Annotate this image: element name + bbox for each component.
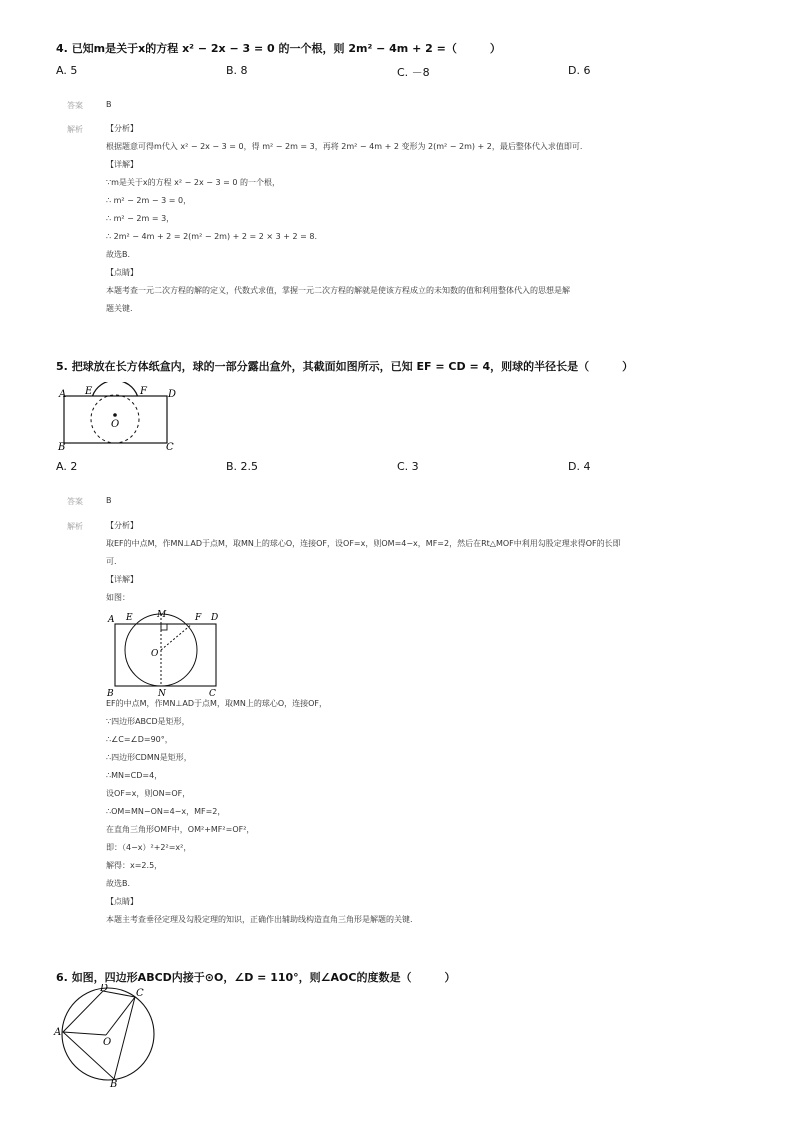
solution-block xyxy=(106,120,582,318)
question-number: 6. xyxy=(56,971,68,984)
question-4-stem xyxy=(56,40,501,56)
solution-line: 【点睛】 xyxy=(106,897,138,906)
question-text: 已知m是关于x的方程 x² − 2x − 3 = 0 的一个根，则 2m² − 4m + 2 =（ ） xyxy=(71,42,501,55)
inscribed-quadrilateral-figure xyxy=(50,984,162,1088)
solution-line: 可. xyxy=(106,557,117,566)
solution-line: 解得：x=2.5， xyxy=(106,861,163,870)
solution-block-continued xyxy=(106,695,413,929)
solution-line: 【点睛】 xyxy=(106,268,138,277)
question-number: 4. xyxy=(56,42,68,55)
solution-line: 根据题意可得m代入 x² − 2x − 3 = 0，得 m² − 2m = 3，再将 2m² − 4m + 2 变形为 2(m² − 2m) + 2，最后整体代入求值即可. xyxy=(106,142,583,151)
label-a: A xyxy=(108,615,115,625)
solution-line: ∴ 2m² − 4m + 2 = 2(m² − 2m) + 2 = 2 × 3 + 2 = 8. xyxy=(106,232,318,241)
ball-arc xyxy=(93,382,138,396)
label-d: D xyxy=(168,389,177,400)
label-a: A xyxy=(54,1027,62,1038)
label-f: F xyxy=(140,386,147,397)
solution-line: ∴ m² − 2m = 3， xyxy=(106,214,175,223)
label-b: B xyxy=(58,442,66,453)
label-b: B xyxy=(110,1079,118,1088)
answer-label: 答案 xyxy=(67,497,83,506)
solution-line: 【详解】 xyxy=(106,160,138,169)
center-dot xyxy=(113,413,117,417)
answer-value: B xyxy=(106,496,112,505)
segment-ao xyxy=(63,1032,106,1035)
solution-line: 在直角三角形OMF中，OM²+MF²=OF²， xyxy=(106,825,255,834)
solution-line: 本题主考查垂径定理及勾股定理的知识，正确作出辅助线构造直角三角形是解题的关键. xyxy=(106,915,413,924)
solution-line: 故选B. xyxy=(106,250,131,259)
question-text: 如图，四边形ABCD内接于⊙O，∠D = 110°，则∠AOC的度数是（ ） xyxy=(71,971,456,984)
solution-line: 即：（4−x）²+2²=x²， xyxy=(106,843,192,852)
analysis-label: 解析 xyxy=(67,125,83,134)
option-b[interactable]: B. 8 xyxy=(226,64,248,77)
solution-line: EF的中点M，作MN⊥AD于点M，取MN上的球心O，连接OF， xyxy=(106,699,328,708)
rectangle-abcd xyxy=(115,624,216,686)
label-c: C xyxy=(209,689,216,698)
label-o: O xyxy=(151,649,159,659)
question-5-stem xyxy=(56,358,633,374)
solution-line: 本题考查一元二次方程的解的定义，代数式求值，掌握一元二次方程的解就是使该方程成立的未知数的值和利用整体代入的思想是解 xyxy=(106,286,570,295)
option-a[interactable]: A. 5 xyxy=(56,64,78,77)
solution-line: ∴OM=MN−ON=4−x，MF=2， xyxy=(106,807,226,816)
right-angle-mark xyxy=(161,624,167,630)
option-d[interactable]: D. 4 xyxy=(568,460,591,473)
label-m: M xyxy=(157,610,167,620)
solution-line: ∴ m² − 2m − 3 = 0， xyxy=(106,196,192,205)
question-number: 5. xyxy=(56,360,68,373)
solution-block xyxy=(106,517,621,607)
solution-line: 故选B. xyxy=(106,879,131,888)
solution-line: 题关键. xyxy=(106,304,133,313)
solution-line: ∴∠C=∠D=90°， xyxy=(106,735,173,744)
solution-line: 取EF的中点M，作MN⊥AD于点M，取MN上的球心O，连接OF，设OF=x，则OM=4−x，MF=2，然后在Rt△MOF中利用勾股定理求得OF的长即 xyxy=(106,539,621,548)
label-o: O xyxy=(103,1037,112,1048)
solution-line: 如图： xyxy=(106,593,130,602)
label-c: C xyxy=(166,442,174,453)
question-6-stem xyxy=(56,969,455,985)
solution-line: 【分析】 xyxy=(106,521,138,530)
option-c[interactable]: C. －8 xyxy=(397,66,430,79)
label-c: C xyxy=(136,988,144,999)
solution-line: ∵四边形ABCD是矩形， xyxy=(106,717,190,726)
label-f: F xyxy=(195,613,202,623)
solution-line: ∴MN=CD=4， xyxy=(106,771,163,780)
option-a[interactable]: A. 2 xyxy=(56,460,78,473)
solution-line: ∴四边形CDMN是矩形， xyxy=(106,753,192,762)
label-o: O xyxy=(111,419,120,430)
answer-value: B xyxy=(106,100,112,109)
solution-line: 【详解】 xyxy=(106,575,138,584)
option-d[interactable]: D. 6 xyxy=(568,64,591,77)
label-e: E xyxy=(85,386,93,397)
label-a: A xyxy=(59,389,67,400)
label-e: E xyxy=(126,613,133,623)
solution-line: ∵m是关于x的方程 x² − 2x − 3 = 0 的一个根， xyxy=(106,178,281,187)
solution-line: 【分析】 xyxy=(106,124,138,133)
box-ball-figure xyxy=(56,382,186,454)
question-text: 把球放在长方体纸盒内，球的一部分露出盒外，其截面如图所示，已知 EF = CD = 4，则球的半径长是（ ） xyxy=(71,360,634,373)
option-b[interactable]: B. 2.5 xyxy=(226,460,259,473)
label-b: B xyxy=(107,689,114,698)
solution-figure xyxy=(104,606,226,698)
circle-o xyxy=(62,988,154,1080)
option-c[interactable]: C. 3 xyxy=(397,460,419,473)
label-n: N xyxy=(158,689,166,698)
label-d: D xyxy=(211,613,219,623)
line-of xyxy=(161,624,192,650)
solution-line: 设OF=x，则ON=OF， xyxy=(106,789,191,798)
analysis-label: 解析 xyxy=(67,522,83,531)
label-d: D xyxy=(100,984,109,994)
answer-label: 答案 xyxy=(67,101,83,110)
